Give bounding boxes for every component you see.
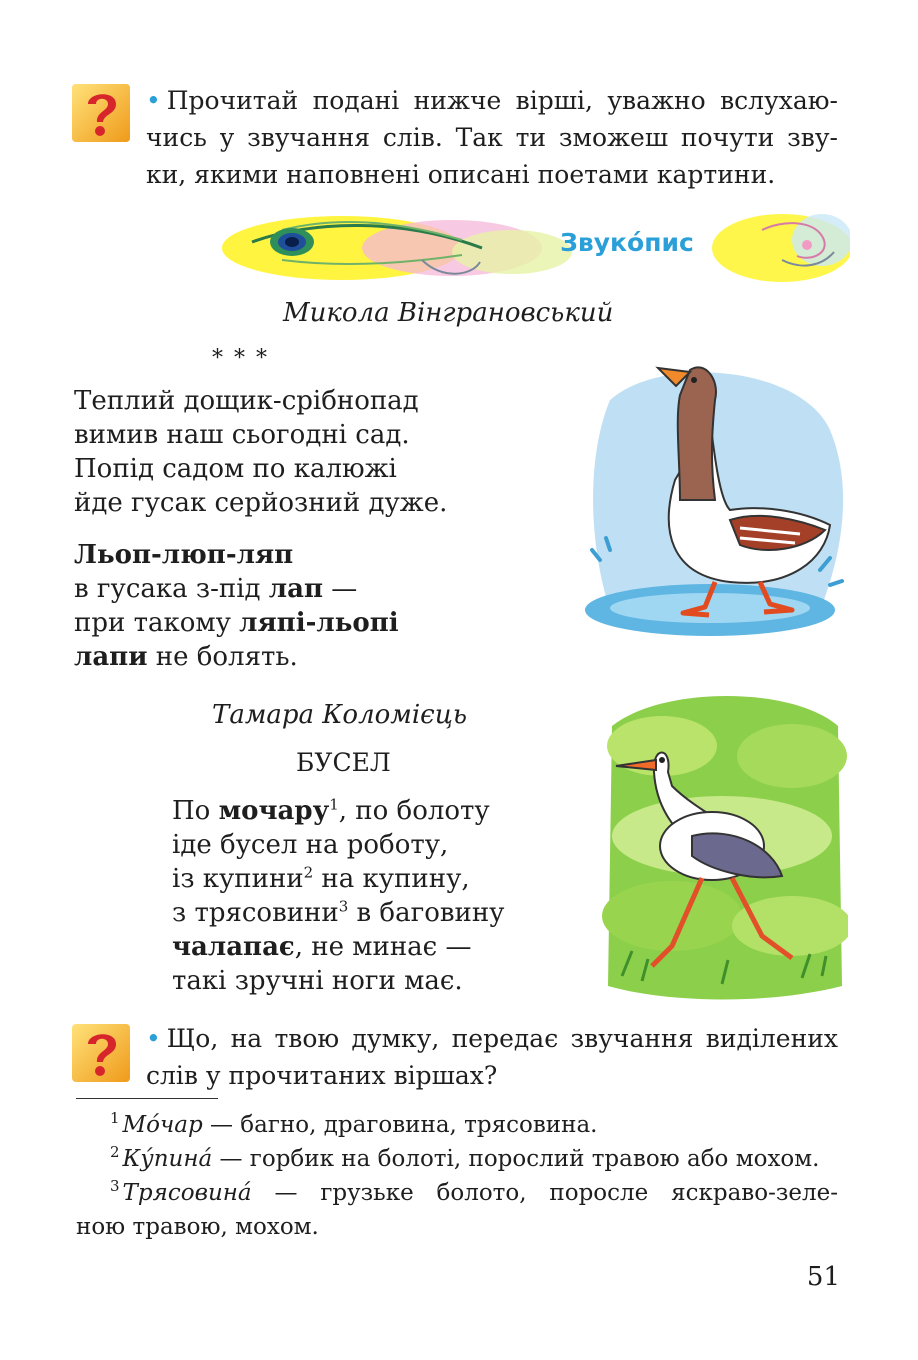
footnote-text: — багно, драговина, трясовина. (202, 1112, 598, 1138)
task-question (146, 1020, 838, 1094)
footnote-ref: 1 (329, 795, 339, 814)
footnote-term: Ку́пина́ (122, 1146, 213, 1172)
footnote-text: — горбик на болоті, порослий травою або мохом. (212, 1146, 820, 1172)
poem-line: вимив наш сьогодні сад. (74, 420, 410, 450)
poem-author: Тамара Коломієць (212, 700, 468, 730)
poem-text: з трясовини (172, 898, 339, 928)
task-line: чись у звучання слів. Так ти зможеш почути зву- (146, 123, 838, 152)
footnote-text: — грузьке болото, поросле яскраво-зеле- (251, 1180, 838, 1206)
footnote-ref: 3 (338, 897, 349, 916)
section-title: Звуко́пис (560, 228, 694, 257)
poem-line: Теплий дощик-срібнопад (74, 386, 419, 416)
poem-line: йде гусак серйозний дуже. (74, 488, 448, 518)
poem-text: на купину, (313, 864, 470, 894)
bullet: • (146, 86, 161, 115)
poem-stanza (74, 538, 399, 674)
poem-text: не болять. (147, 642, 298, 672)
bullet: • (146, 1024, 161, 1053)
poem-bold-word: лапи (74, 642, 148, 672)
poem-bold-word: Льоп-люп-ляп (74, 540, 294, 570)
poem-text: , по болоту (338, 796, 490, 826)
task-line: слів у прочитаних віршах? (146, 1061, 498, 1090)
poem-text: По (172, 796, 219, 826)
poem-text: при такому (74, 608, 240, 638)
footnote-continuation: ною травою, мохом. (76, 1214, 319, 1240)
page-number: 51 (806, 1262, 840, 1292)
poem-stanza (172, 794, 504, 998)
footnote-divider (76, 1098, 218, 1099)
poem-text: , не минає — (294, 932, 472, 962)
poem-text: в баговину (348, 898, 505, 928)
poem-text: в гусака з-під (74, 574, 269, 604)
task-line: Що, на твою думку, передає звучання виділених (166, 1024, 838, 1053)
stork-illustration (602, 686, 848, 1004)
goose-illustration (580, 360, 852, 642)
footnote-number: 1 (110, 1109, 120, 1128)
footnote-number: 2 (110, 1143, 120, 1162)
poem-bold-word: мочару (218, 796, 330, 826)
task-line: Прочитай подані нижче вірші, уважно вслухаю- (166, 86, 838, 115)
footnote (76, 1142, 838, 1176)
footnote-ref: 2 (303, 863, 314, 882)
poem-text: із купини (172, 864, 304, 894)
poem-stars: * * * (212, 346, 269, 371)
poem-stanza (74, 384, 447, 520)
task-instruction (146, 82, 838, 193)
footnote (76, 1176, 838, 1210)
poem-author: Микола Вінграновський (283, 298, 614, 328)
footnotes (76, 1108, 838, 1244)
section-banner (222, 200, 850, 292)
question-mark-icon (72, 1024, 130, 1082)
footnote-term: Мо́чар (122, 1112, 203, 1138)
poem-text: — (323, 574, 358, 604)
footnote (76, 1108, 838, 1142)
poem-title: БУСЕЛ (296, 748, 391, 777)
poem-line: іде бусел на роботу, (172, 830, 449, 860)
footnote-term: Трясовина́ (122, 1180, 252, 1206)
peacock-feather-decoration (222, 200, 850, 292)
task-line: ки, якими наповнені описані поетами картини. (146, 160, 776, 189)
footnote-number: 3 (110, 1177, 120, 1196)
question-mark-icon (72, 84, 130, 142)
poem-line: такі зручні ноги має. (172, 966, 463, 996)
poem-bold-word: лап (268, 574, 324, 604)
poem-bold-word: чалапає (172, 932, 295, 962)
poem-line: Попід садом по калюжі (74, 454, 397, 484)
poem-bold-word: ляпі-льопі (239, 608, 399, 638)
